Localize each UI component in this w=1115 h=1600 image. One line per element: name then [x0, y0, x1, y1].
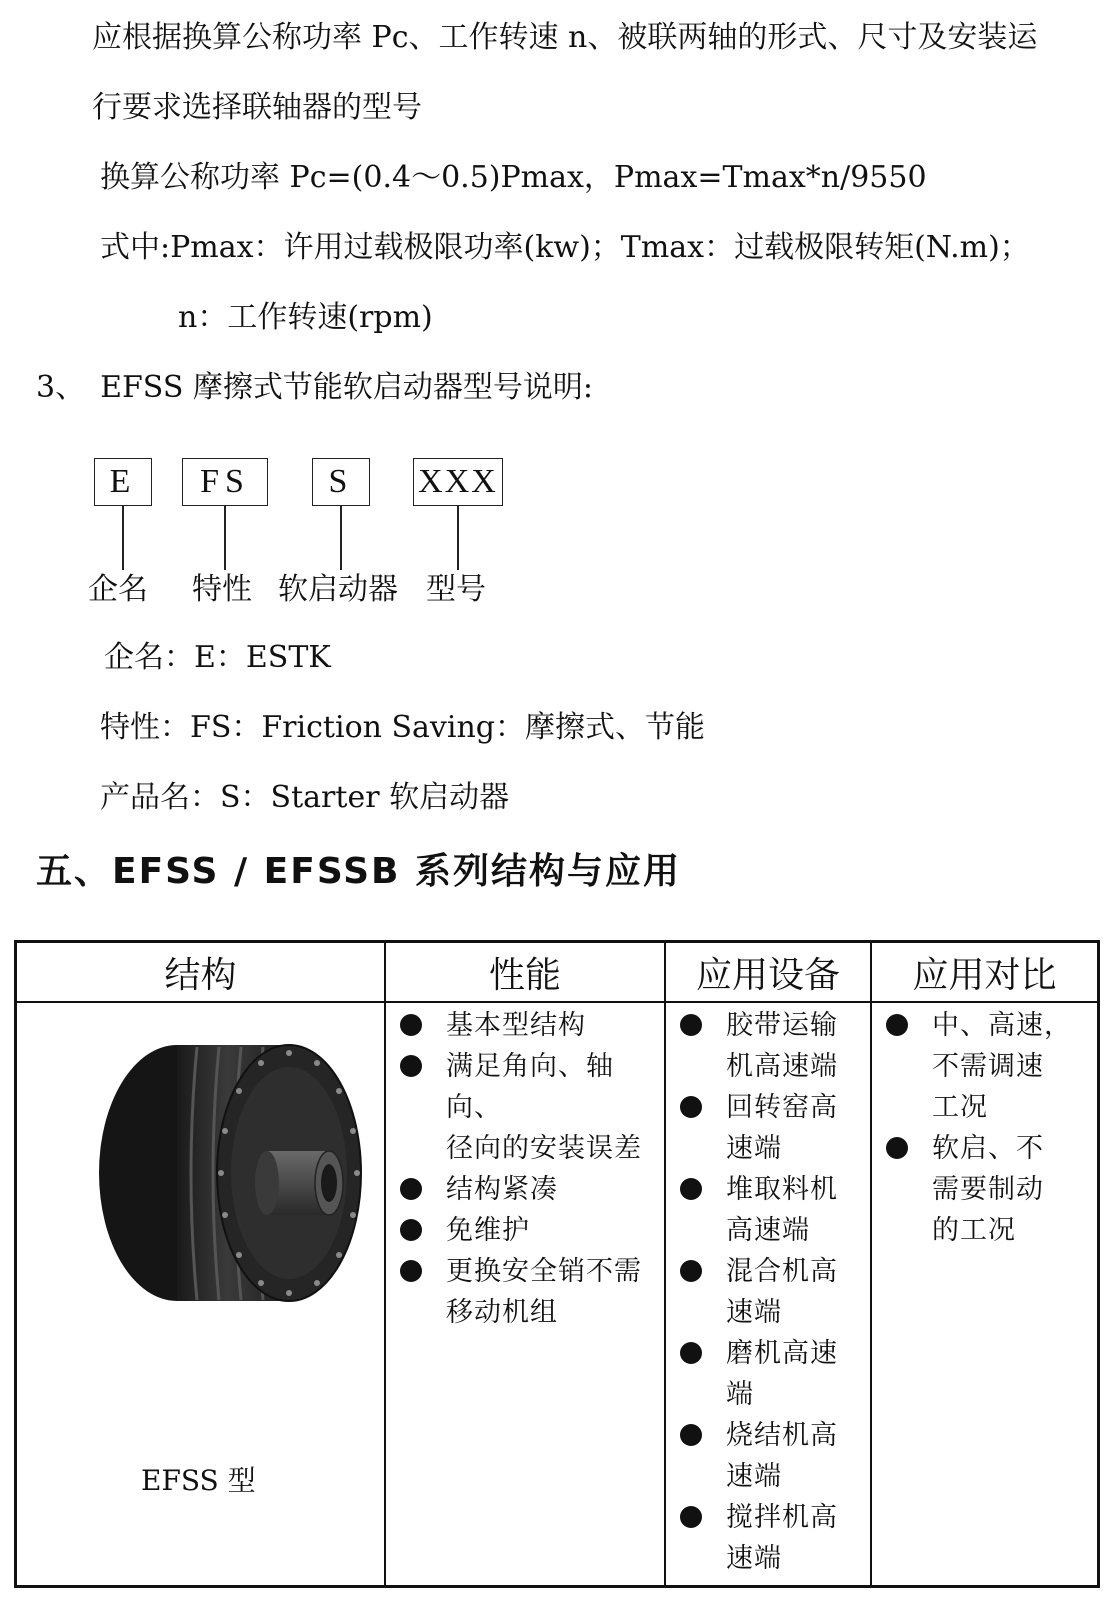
bullet-icon	[400, 1260, 422, 1282]
bullet-icon	[886, 1014, 908, 1036]
performance-item: 结构紧凑	[386, 1169, 664, 1210]
bullet-icon	[400, 1219, 422, 1241]
comparison-list	[872, 1005, 1097, 1251]
equipment-item: 磨机高速 端	[666, 1333, 870, 1415]
header-equipment: 应用设备	[695, 954, 840, 996]
header-performance: 性能	[488, 954, 561, 996]
intro-line-1: 应根据换算公称功率 Pc、工作转速 n、被联两轴的形式、尺寸及安装运	[92, 20, 1038, 55]
bullet-icon	[680, 1506, 702, 1528]
bullet-icon	[400, 1014, 422, 1036]
bullet-icon	[680, 1014, 702, 1036]
structure-application-table	[14, 940, 1100, 1588]
code-caption-product: 软启动器	[278, 572, 398, 607]
code-stem-company	[122, 506, 124, 570]
code-box-company: E	[94, 458, 152, 506]
definition-company: 企名：E：ESTK	[104, 640, 331, 675]
code-stem-model	[457, 506, 459, 570]
bullet-icon	[680, 1424, 702, 1446]
equipment-item: 回转窑高 速端	[666, 1087, 870, 1169]
code-box-product: S	[312, 458, 370, 506]
definition-product: 产品名：S：Starter 软启动器	[100, 780, 510, 815]
bullet-icon	[400, 1178, 422, 1200]
bullet-icon	[680, 1096, 702, 1118]
performance-item: 基本型结构	[386, 1005, 664, 1046]
definition-feature: 特性：FS：Friction Saving：摩擦式、节能	[100, 710, 705, 745]
structure-caption: EFSS 型	[141, 1464, 256, 1497]
header-structure: 结构	[164, 954, 237, 996]
formula-legend-line: 式中:Pmax：许用过载极限功率(kw)；Tmax：过载极限转矩(N.m)；	[100, 230, 1030, 265]
performance-list	[386, 1005, 664, 1333]
code-stem-feature	[224, 506, 226, 570]
bullet-icon	[680, 1260, 702, 1282]
equipment-item: 堆取料机 高速端	[666, 1169, 870, 1251]
section-5-heading: 五、EFSS / EFSSB 系列结构与应用	[36, 851, 682, 892]
formula-line: 换算公称功率 Pc=(0.4～0.5)Pmax，Pmax=Tmax*n/9550	[100, 160, 927, 195]
equipment-list	[666, 1005, 870, 1579]
intro-line-2: 行要求选择联轴器的型号	[92, 90, 422, 125]
performance-item: 满足角向、轴向、 径向的安装误差	[386, 1046, 664, 1169]
code-box-feature: FS	[182, 458, 268, 506]
equipment-item: 胶带运输 机高速端	[666, 1005, 870, 1087]
code-stem-product	[340, 506, 342, 570]
code-box-model: XXX	[413, 458, 503, 506]
performance-item: 免维护	[386, 1210, 664, 1251]
equipment-item: 搅拌机高 速端	[666, 1497, 870, 1579]
code-caption-model: 型号	[426, 572, 486, 607]
comparison-item: 中、高速， 不需调速 工况	[872, 1005, 1097, 1128]
code-caption-company: 企名	[88, 572, 148, 607]
bullet-icon	[680, 1178, 702, 1200]
comparison-item: 软启、不 需要制动 的工况	[872, 1128, 1097, 1251]
bullet-icon	[400, 1055, 422, 1077]
section-3-title: 3、 EFSS 摩擦式节能软启动器型号说明:	[36, 370, 594, 405]
formula-legend-n: n：工作转速(rpm)	[178, 300, 433, 335]
coupling-product-image	[67, 1023, 367, 1313]
bullet-icon	[680, 1342, 702, 1364]
bullet-icon	[886, 1137, 908, 1159]
equipment-item: 混合机高 速端	[666, 1251, 870, 1333]
header-divider	[17, 1001, 1097, 1003]
code-caption-feature: 特性	[192, 572, 252, 607]
header-comparison: 应用对比	[912, 954, 1057, 996]
performance-item: 更换安全销不需 移动机组	[386, 1251, 664, 1333]
equipment-item: 烧结机高 速端	[666, 1415, 870, 1497]
